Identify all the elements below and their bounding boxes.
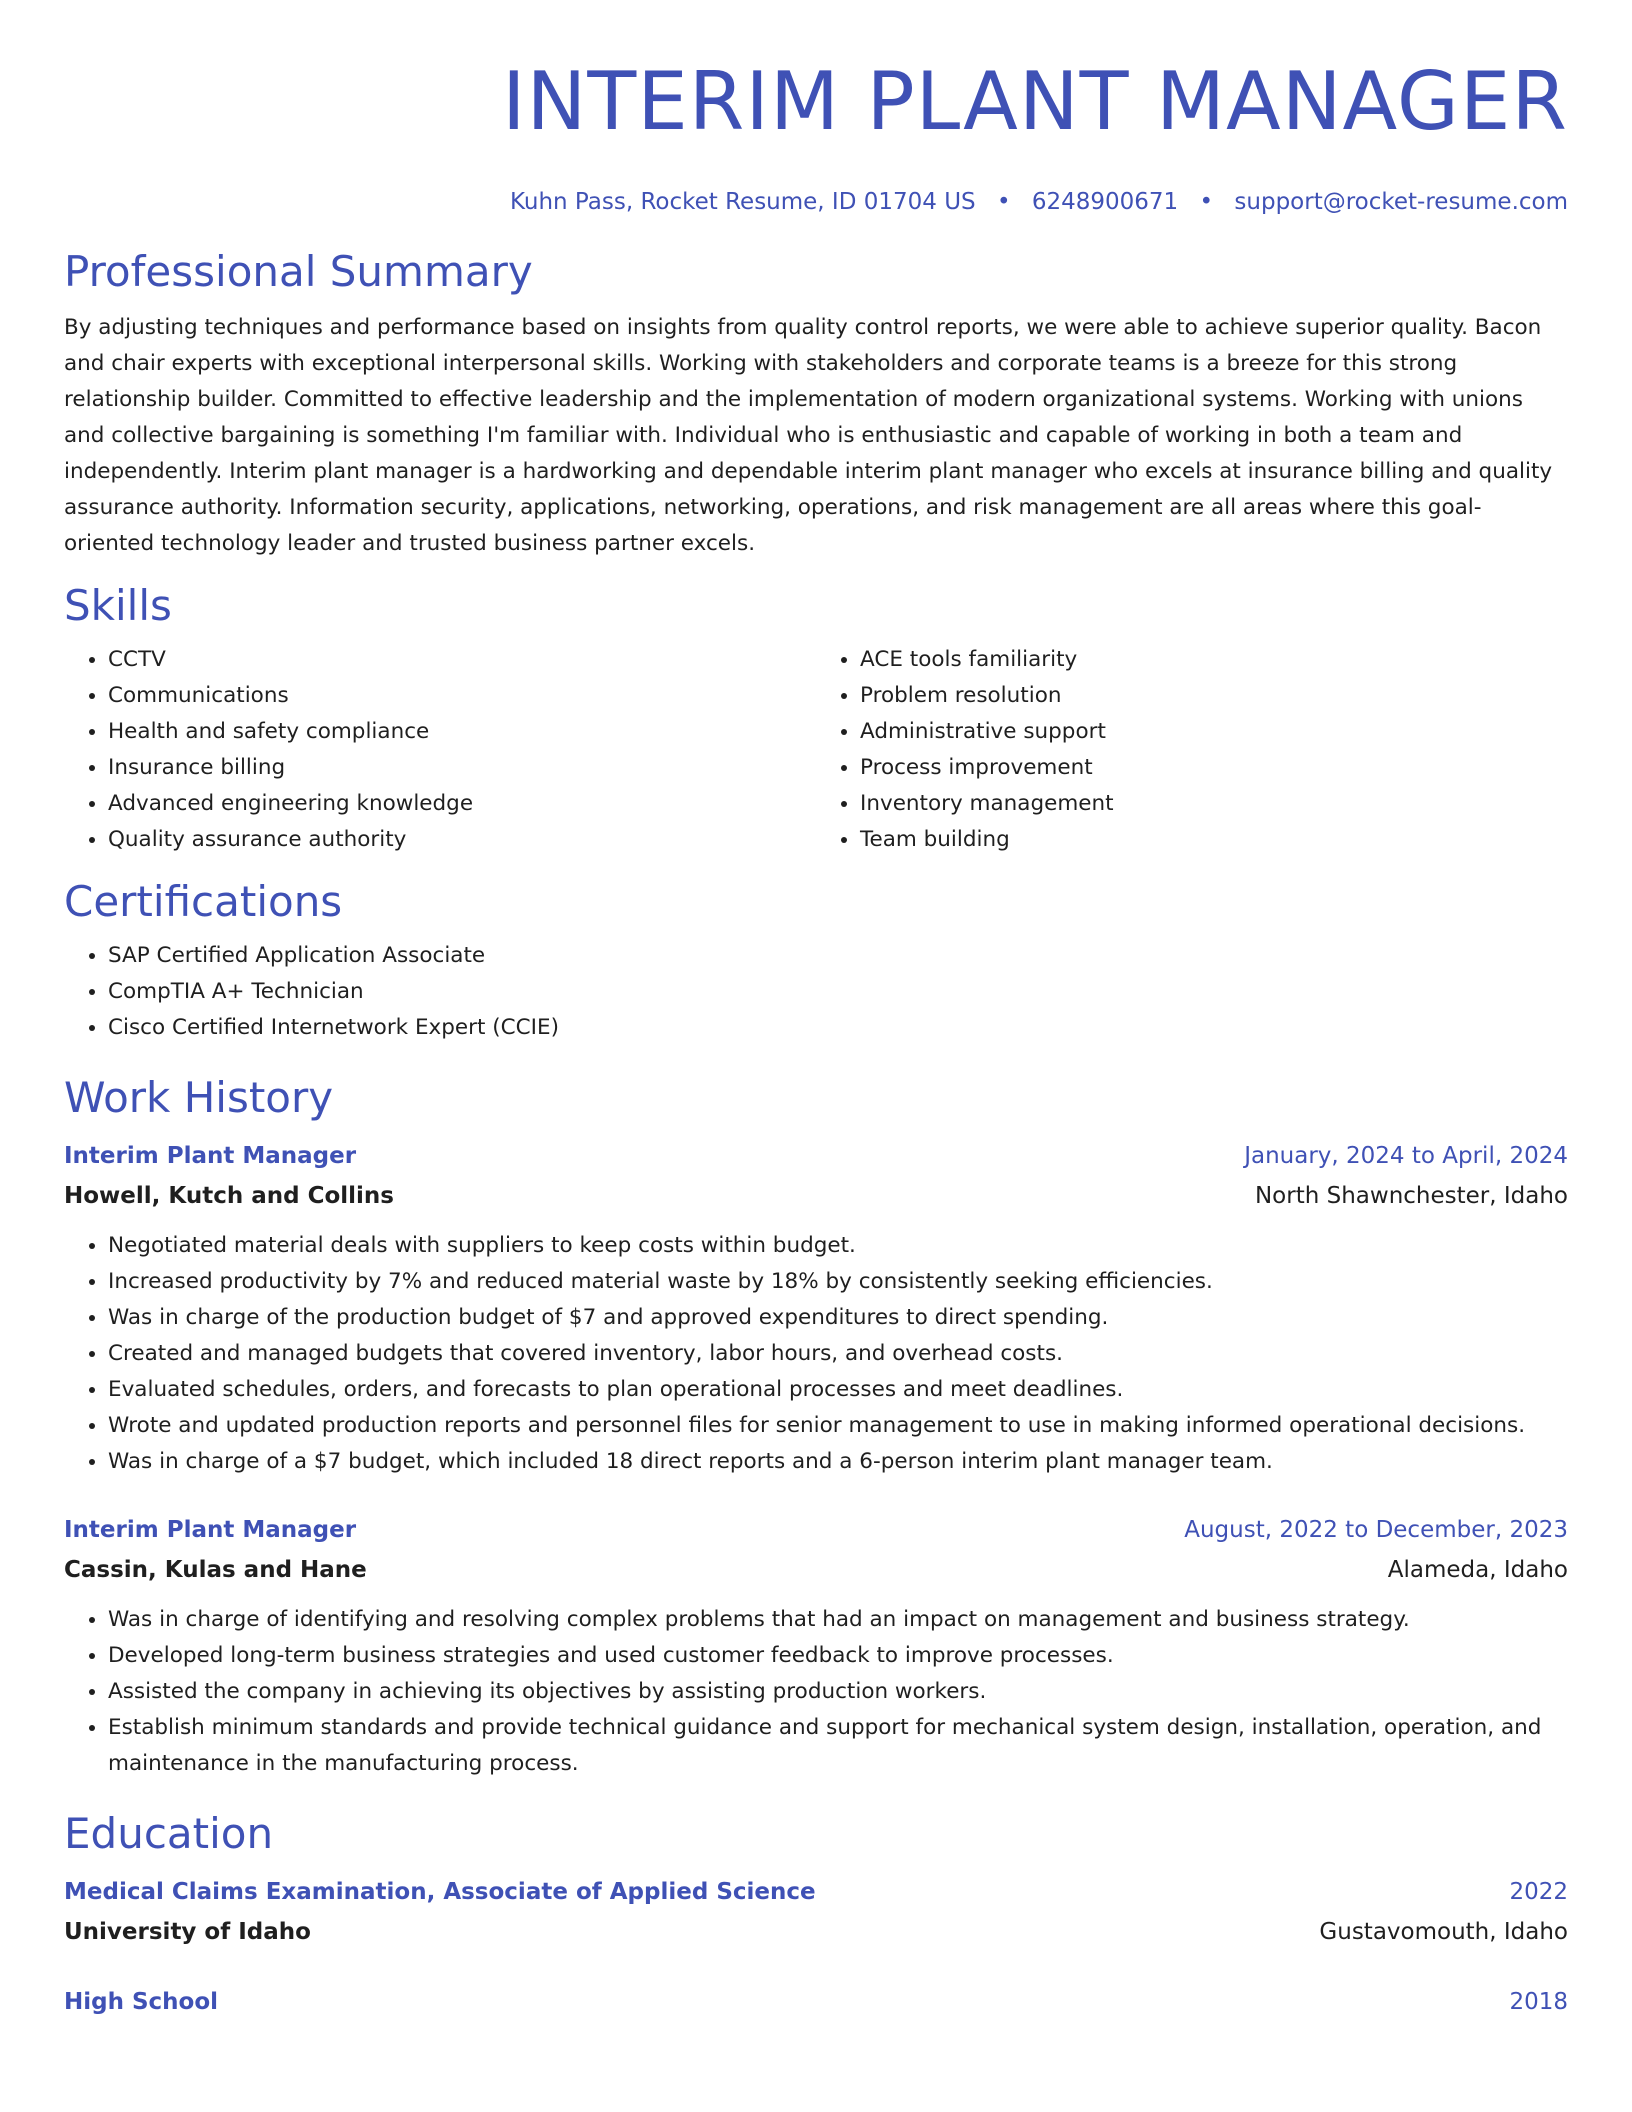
job-title: Interim Plant Manager — [64, 1143, 357, 1169]
skills-right-column — [816, 642, 1568, 858]
job-header — [64, 1136, 1568, 1176]
certification-item: • CompTIA A+ Technician — [108, 974, 1568, 1010]
certification-item: • Cisco Certified Internetwork Expert (CCIE) — [108, 1010, 1568, 1046]
contact-line — [64, 188, 1568, 216]
job-subheader — [64, 1550, 1568, 1590]
job-bullet: • Wrote and updated production reports and personnel files for senior management to use in making informed operational decisions. — [108, 1408, 1568, 1444]
job-title: Interim Plant Manager — [64, 1517, 357, 1543]
skills-left-column — [64, 642, 816, 858]
job-subheader — [64, 1176, 1568, 1216]
summary-text: By adjusting techniques and performance based on insights from quality control reports, we were able to achieve superior quality. Bacon and chair experts with exceptional interpersonal skills. Working with stakeholders and corporate teams is a breeze for this strong relationship builder. Committed to effective leadership and the implementation of modern organizational systems. Working with unions and collective bargaining is something I'm familiar with. Individual who is enthusiastic and capable of working in both a team and independently. Interim plant manager is a hardworking and dependable interim plant manager who excels at insurance billing and quality assurance authority. Information security, applications, networking, operations, and risk management are all areas where this goal-oriented technology leader and trusted business partner excels. — [64, 315, 1553, 556]
job-header — [64, 1510, 1568, 1550]
job-bullets — [64, 1602, 1568, 1782]
certification-item: • SAP Certified Application Associate — [108, 938, 1568, 974]
job-dates: August, 2022 to December, 2023 — [1184, 1517, 1568, 1543]
education-location: Gustavomouth, Idaho — [1319, 1919, 1568, 1945]
job-location: North Shawnchester, Idaho — [1254, 1183, 1568, 1209]
skill-item: • Advanced engineering knowledge — [108, 786, 816, 822]
job-company: Cassin, Kulas and Hane — [64, 1557, 367, 1583]
skill-item: • Insurance billing — [108, 750, 816, 786]
job-bullet: • Was in charge of the production budget of $7 and approved expenditures to direct spending. — [108, 1300, 1568, 1336]
education-subheader — [64, 1912, 1568, 1952]
certifications-heading: Certifications — [64, 877, 343, 926]
contact-separator: • — [996, 189, 1011, 215]
education-entry — [64, 1872, 1568, 1952]
resume-title: INTERIM PLANT MANAGER — [501, 55, 1568, 148]
job-bullet: • Negotiated material deals with suppliers to keep costs within budget. — [108, 1228, 1568, 1264]
skill-item: • Health and safety compliance — [108, 714, 816, 750]
contact-phone[interactable]: 6248900671 — [1031, 189, 1179, 215]
skill-item: • Problem resolution — [860, 678, 1568, 714]
contact-address: Kuhn Pass, Rocket Resume, ID 01704 US — [509, 189, 976, 215]
job-bullet: • Was in charge of identifying and resolving complex problems that had an impact on management and business strategy. — [108, 1602, 1568, 1638]
education-entry — [64, 1982, 1568, 2022]
skills-list — [64, 642, 1568, 858]
education-year: 2022 — [1509, 1879, 1568, 1905]
summary-heading: Professional Summary — [64, 247, 533, 296]
contact-email[interactable]: support@rocket-resume.com — [1234, 189, 1568, 215]
job-entry — [64, 1136, 1568, 1480]
job-company: Howell, Kutch and Collins — [64, 1183, 394, 1209]
work-history-heading: Work History — [64, 1073, 334, 1122]
skill-item: • Team building — [860, 822, 1568, 858]
job-bullet: • Establish minimum standards and provide technical guidance and support for mechanical system design, installation, operation, and maintenance in the manufacturing process. — [108, 1710, 1568, 1782]
job-bullet: • Created and managed budgets that covered inventory, labor hours, and overhead costs. — [108, 1336, 1568, 1372]
job-bullet: • Was in charge of a $7 budget, which included 18 direct reports and a 6-person interim plant manager team. — [108, 1444, 1568, 1480]
job-bullets — [64, 1228, 1568, 1480]
contact-separator: • — [1199, 189, 1214, 215]
education-degree: High School — [64, 1989, 219, 2015]
job-bullet: • Increased productivity by 7% and reduced material waste by 18% by consistently seeking efficiencies. — [108, 1264, 1568, 1300]
job-dates: January, 2024 to April, 2024 — [1244, 1143, 1568, 1169]
skill-item: • Process improvement — [860, 750, 1568, 786]
skill-item: • Administrative support — [860, 714, 1568, 750]
skill-item: • Communications — [108, 678, 816, 714]
job-bullet: • Assisted the company in achieving its objectives by assisting production workers. — [108, 1674, 1568, 1710]
education-heading: Education — [64, 1809, 274, 1858]
education-school: University of Idaho — [64, 1919, 311, 1945]
skill-item: • Inventory management — [860, 786, 1568, 822]
skill-item: • ACE tools familiarity — [860, 642, 1568, 678]
job-entry — [64, 1510, 1568, 1782]
job-bullet: • Evaluated schedules, orders, and forecasts to plan operational processes and meet deadlines. — [108, 1372, 1568, 1408]
skills-heading: Skills — [64, 581, 172, 630]
certifications-list — [64, 938, 1568, 1046]
job-location: Alameda, Idaho — [1387, 1557, 1568, 1583]
skill-item: • CCTV — [108, 642, 816, 678]
education-header — [64, 1982, 1568, 2022]
education-header — [64, 1872, 1568, 1912]
job-bullet: • Developed long-term business strategies and used customer feedback to improve processes. — [108, 1638, 1568, 1674]
education-year: 2018 — [1509, 1989, 1568, 2015]
skill-item: • Quality assurance authority — [108, 822, 816, 858]
education-degree: Medical Claims Examination, Associate of Applied Science — [64, 1879, 816, 1905]
